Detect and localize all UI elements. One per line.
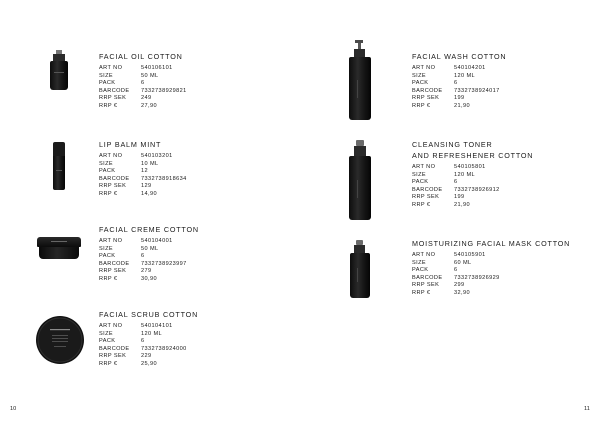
spec-row <box>412 187 500 195</box>
spec-label: RRP SEK <box>99 95 127 102</box>
facial-mask-bottle-image <box>349 240 371 298</box>
spec-row <box>99 261 187 269</box>
spec-value: 540106101 <box>141 65 173 71</box>
spec-value: 7332738926912 <box>454 186 500 193</box>
spec-row <box>99 153 187 161</box>
spec-value: 249 <box>141 95 152 102</box>
spec-label: RRP SEK <box>412 282 440 289</box>
spec-row <box>412 88 500 96</box>
product-title-line-1: CLEANSING TONER <box>412 140 493 149</box>
spec-row <box>99 95 187 103</box>
spec-table <box>99 323 187 369</box>
spec-label: RRP € <box>99 360 118 367</box>
spec-label: PACK <box>99 253 116 260</box>
product-title-line-2: AND REFRESHENER COTTON <box>412 151 534 160</box>
product-title: MOISTURIZING FACIAL MASK COTTON <box>412 239 571 248</box>
spec-value: 540105801 <box>454 164 486 170</box>
spec-value: 50 ML <box>141 72 159 79</box>
spec-value: 6 <box>454 80 458 87</box>
spec-label: SIZE <box>99 72 114 79</box>
spec-table <box>99 153 187 199</box>
spec-row <box>99 161 187 169</box>
spec-row <box>412 194 500 202</box>
spec-row <box>412 202 500 210</box>
spec-label: BARCODE <box>99 87 130 94</box>
spec-value: 7332738926929 <box>454 274 500 281</box>
spec-label: RRP SEK <box>99 353 127 360</box>
spec-value: 120 ML <box>454 72 476 79</box>
spec-row <box>99 323 187 331</box>
cleansing-toner-bottle-image <box>348 140 372 220</box>
spec-value: 10 ML <box>141 160 159 167</box>
spec-label: RRP SEK <box>412 95 440 102</box>
spec-label: RRP SEK <box>412 194 440 201</box>
spec-row <box>412 65 500 73</box>
product-title: FACIAL OIL COTTON <box>99 52 183 61</box>
spec-label: PACK <box>412 80 429 87</box>
spec-row <box>412 252 500 260</box>
spec-label: PACK <box>99 338 116 345</box>
spec-value: 21,90 <box>454 201 470 208</box>
spec-table <box>412 65 500 111</box>
spec-table <box>412 252 500 298</box>
product-title: LIP BALM MINT <box>99 140 162 149</box>
lip-balm-tube-image <box>52 142 66 190</box>
spec-row <box>99 238 187 246</box>
spec-label: SIZE <box>412 72 427 79</box>
product-cleansing-toner <box>412 139 533 210</box>
spec-label: ART NO <box>99 323 123 329</box>
spec-label: BARCODE <box>412 186 443 193</box>
spec-row <box>99 276 187 284</box>
page-number-right: 11 <box>584 406 590 412</box>
spec-label: ART NO <box>412 164 436 170</box>
spec-value: 21,90 <box>454 102 470 109</box>
spec-row <box>412 164 500 172</box>
spec-label: RRP € <box>99 102 118 109</box>
spec-row <box>412 290 500 298</box>
spec-label: SIZE <box>412 259 427 266</box>
spec-row <box>99 268 187 276</box>
spec-value: 120 ML <box>454 171 476 178</box>
spec-value: 30,90 <box>141 275 157 282</box>
facial-oil-bottle-image <box>48 50 72 90</box>
spec-value: 6 <box>454 267 458 274</box>
spec-label: RRP € <box>412 201 431 208</box>
spec-label: RRP € <box>412 102 431 109</box>
spec-value: 7332738929821 <box>141 87 187 94</box>
spec-table <box>412 164 500 210</box>
spec-row <box>412 267 500 275</box>
product-facial-wash <box>412 51 506 111</box>
spec-row <box>412 179 500 187</box>
spec-row <box>412 80 500 88</box>
product-facial-oil <box>99 51 187 111</box>
product-title: FACIAL WASH COTTON <box>412 52 507 61</box>
spec-label: BARCODE <box>412 274 443 281</box>
spec-value: 60 ML <box>454 259 472 266</box>
spec-row <box>99 246 187 254</box>
spec-row <box>99 80 187 88</box>
spec-label: RRP SEK <box>99 183 127 190</box>
spec-value: 7332738924000 <box>141 345 187 352</box>
spec-label: ART NO <box>412 65 436 71</box>
spec-value: 12 <box>141 168 149 175</box>
spec-row <box>412 103 500 111</box>
spec-row <box>99 88 187 96</box>
spec-value: 199 <box>454 194 465 201</box>
spec-row <box>412 95 500 103</box>
spec-value: 6 <box>141 80 145 87</box>
spec-label: ART NO <box>99 153 123 159</box>
spec-value: 199 <box>454 95 465 102</box>
spec-row <box>99 191 187 199</box>
spec-label: PACK <box>412 179 429 186</box>
spec-value: 6 <box>141 338 145 345</box>
spec-row <box>99 73 187 81</box>
spec-row <box>99 183 187 191</box>
spec-value: 25,90 <box>141 360 157 367</box>
spec-label: BARCODE <box>99 260 130 267</box>
spec-label: SIZE <box>99 160 114 167</box>
spec-row <box>99 353 187 361</box>
spec-label: SIZE <box>412 171 427 178</box>
facial-creme-jar-image <box>37 237 81 259</box>
spec-label: RRP € <box>99 190 118 197</box>
spec-row <box>99 331 187 339</box>
product-title: FACIAL SCRUB COTTON <box>99 310 199 319</box>
page-number-left: 10 <box>10 406 17 412</box>
spec-row <box>412 282 500 290</box>
spec-row <box>412 73 500 81</box>
spec-value: 299 <box>454 282 465 289</box>
spec-value: 120 ML <box>141 330 163 337</box>
spec-row <box>99 338 187 346</box>
facial-scrub-jar-image <box>35 315 85 365</box>
spec-row <box>99 253 187 261</box>
spec-label: ART NO <box>99 65 123 71</box>
product-lip-balm <box>99 139 187 199</box>
spec-value: 540103201 <box>141 153 173 159</box>
spec-value: 540104201 <box>454 65 486 71</box>
spec-label: BARCODE <box>99 345 130 352</box>
product-facial-scrub <box>99 309 198 369</box>
spec-label: RRP € <box>99 275 118 282</box>
spec-value: 6 <box>454 179 458 186</box>
spec-value: 6 <box>141 253 145 260</box>
spec-label: SIZE <box>99 245 114 252</box>
spec-label: BARCODE <box>99 175 130 182</box>
spec-row <box>99 176 187 184</box>
spec-table <box>99 65 187 111</box>
spec-label: ART NO <box>99 238 123 244</box>
spec-value: 7332738923997 <box>141 260 187 267</box>
facial-wash-bottle-image <box>348 40 372 120</box>
spec-label: RRP € <box>412 289 431 296</box>
spec-value: 279 <box>141 268 152 275</box>
spec-label: RRP SEK <box>99 268 127 275</box>
spec-label: PACK <box>99 168 116 175</box>
spec-value: 14,90 <box>141 190 157 197</box>
spec-row <box>99 103 187 111</box>
spec-table <box>99 238 187 284</box>
product-facial-mask <box>412 238 570 298</box>
spec-value: 129 <box>141 183 152 190</box>
spec-value: 27,90 <box>141 102 157 109</box>
spec-value: 7332738924017 <box>454 87 500 94</box>
spec-value: 50 ML <box>141 245 159 252</box>
spec-label: ART NO <box>412 252 436 258</box>
spec-label: SIZE <box>99 330 114 337</box>
spec-row <box>412 260 500 268</box>
spec-row <box>412 275 500 283</box>
spec-row <box>99 168 187 176</box>
spec-value: 540104001 <box>141 238 173 244</box>
product-title: FACIAL CREME COTTON <box>99 225 199 234</box>
spec-row <box>412 172 500 180</box>
spec-label: PACK <box>412 267 429 274</box>
product-facial-creme <box>99 224 199 284</box>
spec-value: 229 <box>141 353 152 360</box>
spec-label: BARCODE <box>412 87 443 94</box>
spec-value: 540105901 <box>454 252 486 258</box>
spec-value: 7332738918634 <box>141 175 187 182</box>
spec-value: 540104101 <box>141 323 173 329</box>
spec-value: 32,90 <box>454 289 470 296</box>
spec-label: PACK <box>99 80 116 87</box>
spec-row <box>99 65 187 73</box>
spec-row <box>99 361 187 369</box>
spec-row <box>99 346 187 354</box>
